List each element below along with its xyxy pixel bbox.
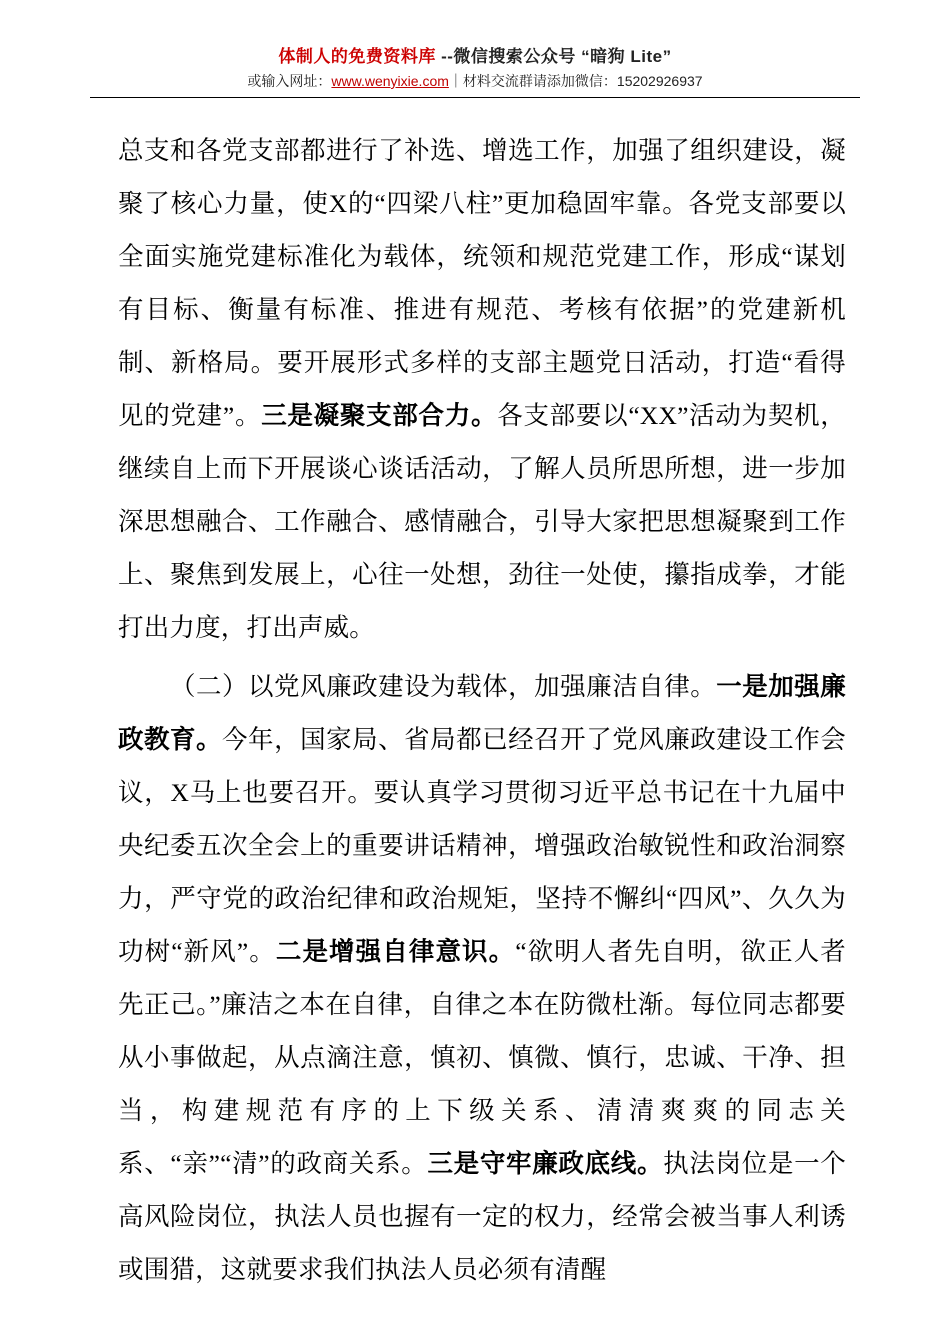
text-run-bold: 一是加强廉政教育。	[118, 672, 846, 754]
promo-title-highlight: 体制人的免费资料库	[278, 47, 436, 66]
header-divider	[90, 97, 860, 98]
promo-subtitle-prefix: 或输入网址：	[247, 73, 332, 89]
text-run-bold: 三是守牢廉政底线。	[427, 1149, 664, 1178]
promo-banner	[0, 0, 950, 98]
paragraph-2	[118, 660, 846, 1296]
promo-subtitle-suffix: ｜材料交流群请添加微信：15202926937	[448, 73, 703, 89]
promo-title	[0, 46, 950, 68]
promo-url-link[interactable]: www.wenyixie.com	[331, 73, 449, 89]
text-run: （二）以党风廉政建设为载体，加强廉洁自律。	[170, 672, 717, 701]
text-run: 执法岗位是一个高风险岗位，执法人员也握有一定的权力，经常会被当事人利诱或围猎，这就要求我们执法人员必须有清醒	[118, 1149, 846, 1284]
text-run: 各支部要以“XX”活动为契机，继续自上而下开展谈心谈话活动，了解人员所思所想，进一步加深思想融合、工作融合、感情融合，引导大家把思想凝聚到工作上、聚焦到发展上，心往一处想，劲往一处使，攥指成拳，才能打出力度，打出声威。	[118, 401, 846, 642]
paragraph-1	[118, 124, 846, 654]
text-run-bold: 二是增强自律意识。	[275, 937, 516, 966]
text-run: “欲明人者先自明，欲正人者先正己。”廉洁之本在自律，自律之本在防微杜渐。每位同志都要从小事做起，从点滴注意，慎初、慎微、慎行，忠诚、干净、担当，构建规范有序的上下级关系、清清爽爽的同志关系、“亲”“清”的政商关系。	[118, 937, 846, 1178]
document-body	[118, 124, 846, 1296]
text-run: 总支和各党支部都进行了补选、增选工作，加强了组织建设，凝聚了核心力量，使X的“四梁八柱”更加稳固牢靠。各党支部要以全面实施党建标准化为载体，统领和规范党建工作，形成“谋划有目标、衡量有标准、推进有规范、考核有依据”的党建新机制、新格局。要开展形式多样的支部主题党日活动，打造“看得见的党建”。	[118, 136, 846, 430]
promo-subtitle	[0, 71, 950, 91]
promo-title-rest: --微信搜索公众号 “暗狗 Lite”	[435, 47, 672, 66]
text-run: 今年，国家局、省局都已经召开了党风廉政建设工作会议，X马上也要召开。要认真学习贯彻习近平总书记在十九届中央纪委五次全会上的重要讲话精神，增强政治敏锐性和政治洞察力，严守党的政治纪律和政治规矩，坚持不懈纠“四风”、久久为功树“新风”。	[118, 725, 846, 966]
text-run-bold: 三是凝聚支部合力。	[261, 401, 498, 430]
